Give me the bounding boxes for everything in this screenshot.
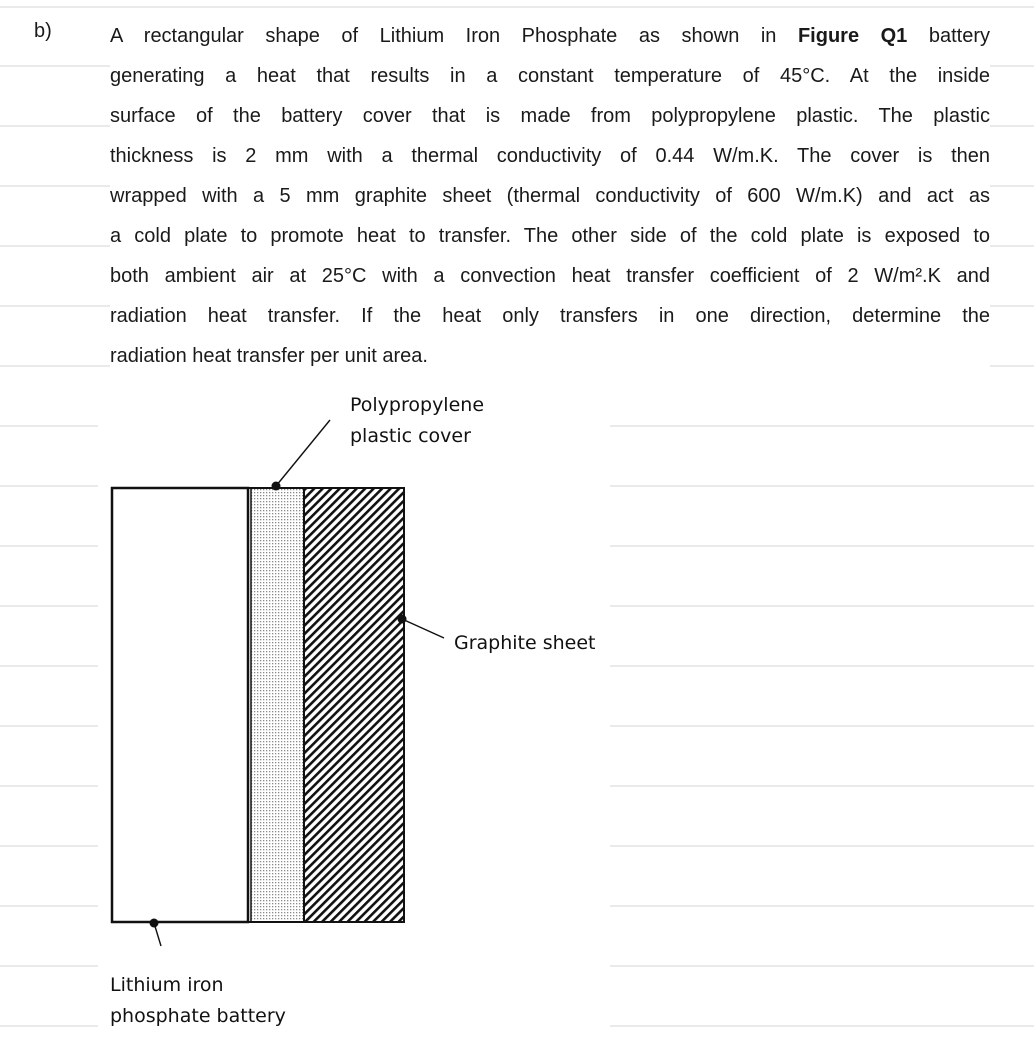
question-line: generating a heat that results in a constant temperature of 45°C. At the inside [110, 65, 990, 87]
figure-diagram [98, 372, 610, 1044]
text-run: A rectangular shape of Lithium Iron Phosphate as shown in [110, 25, 798, 47]
plastic-cover-label [350, 390, 484, 452]
label-line: Polypropylene [350, 394, 485, 416]
question-line [110, 16, 990, 56]
question-line: wrapped with a 5 mm graphite sheet (thermal conductivity of 600 W/m.K) and act as [110, 185, 990, 207]
part-label: b) [34, 20, 52, 42]
question-line: radiation heat transfer. If the heat only transfers in one direction, determine the [110, 305, 990, 327]
graphite-sheet-layer [304, 488, 404, 922]
question-line: radiation heat transfer per unit area. [110, 345, 428, 367]
figure-reference: Figure Q1 [797, 25, 908, 47]
label-line: Lithium iron [110, 974, 224, 996]
question-line: a cold plate to promote heat to transfer. The other side of the cold plate is exposed to [110, 225, 990, 247]
figure-q1 [98, 372, 610, 1044]
label-line: phosphate battery [110, 1005, 286, 1027]
label-line: plastic cover [350, 425, 471, 447]
graphite-sheet-label: Graphite sheet [454, 632, 596, 654]
battery-label [110, 970, 286, 1032]
question-paragraph [110, 10, 990, 376]
question-line: thickness is 2 mm with a thermal conductivity of 0.44 W/m.K. The cover is then [110, 145, 990, 167]
battery-body [112, 488, 248, 922]
plastic-cover-layer [248, 488, 304, 922]
question-line: surface of the battery cover that is made from polypropylene plastic. The plastic [110, 105, 990, 127]
text-run: battery [907, 25, 990, 47]
plastic-cover-leader [272, 420, 331, 491]
question-line: both ambient air at 25°C with a convection heat transfer coefficient of 2 W/m².K and [110, 265, 990, 287]
